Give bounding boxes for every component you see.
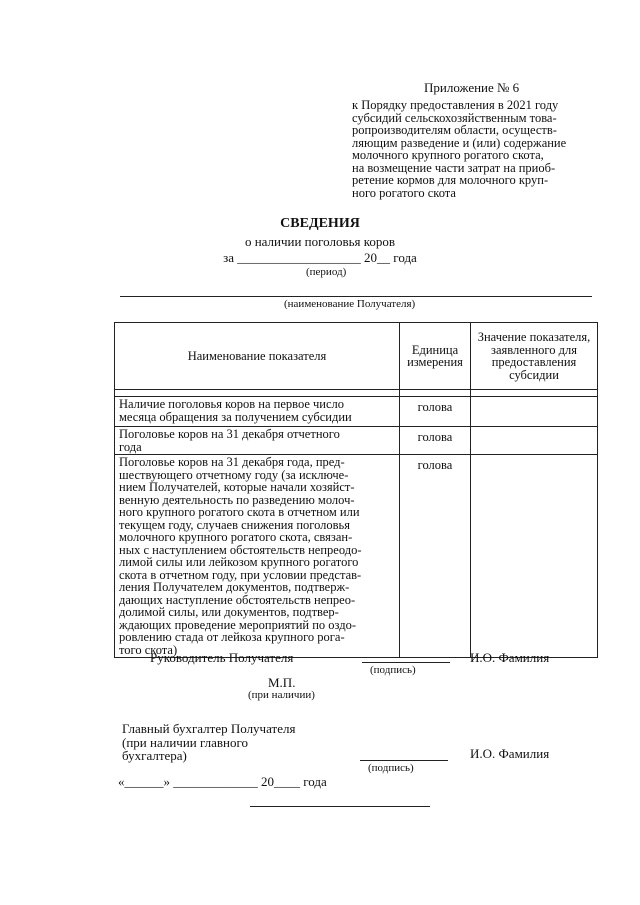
row-name: Поголовье коров на 31 декабря отчетного года [115, 427, 400, 455]
table-row [115, 455, 598, 658]
appendix-body: к Порядку предоставления в 2021 году субсидий сельскохозяйственным това- ропроизводителям области, осуществ- ляющим разведение и (или) содержание молочного крупного рогатого скота, на возмещение части затрат на приоб- ретение кормов для молочного круп- ного рогатого скота [352, 98, 567, 200]
row-name: Поголовье коров на 31 декабря года, пред- шествующего отчетному году (за исключе- нием Получателей, которые начали хозяйст- венную деятельность по разведению молоч- ного крупного рогатого скота в отчетном или текущем году, случаев снижения поголовья молочного крупного рогатого скота, связан- ных с наступлением обстоятельств непреодо- лимой силы или лейкозом крупного рогатого скота в отчетном году, при условии представ- ления Получателем документов, подтверж- дающих наступление обстоятельств непрео- долимой силы, или документов, подтвер- ждающих проведение мероприятий по оздо- ровлению стада от лейкоза крупного рога- того скота) [115, 455, 400, 658]
document-subtitle: о наличии поголовья коров [244, 234, 396, 249]
row-unit: голова [400, 397, 471, 427]
accountant-signature-line[interactable] [360, 760, 448, 761]
accountant-name-placeholder: И.О. Фамилия [470, 746, 550, 761]
column-header-name: Наименование показателя [115, 323, 400, 390]
head-label: Руководитель Получателя [150, 650, 294, 665]
table-row [115, 427, 598, 455]
column-header-value: Значение показателя, заявленного для предоставления субсидии [471, 323, 598, 390]
table-header-spacer [115, 390, 598, 397]
recipient-name-line[interactable] [120, 296, 592, 297]
row-value-cell[interactable] [471, 397, 598, 427]
period-caption: (период) [306, 266, 347, 278]
table-row [115, 397, 598, 427]
recipient-caption: (наименование Получателя) [284, 298, 416, 310]
row-name: Наличие поголовья коров на первое число месяца обращения за получением субсидии [115, 397, 400, 427]
row-value-cell[interactable] [471, 427, 598, 455]
document-title: СВЕДЕНИЯ [280, 216, 360, 231]
row-unit: голова [400, 455, 471, 658]
livestock-table [114, 322, 598, 658]
date-line[interactable]: «______» _____________ 20____ года [118, 774, 327, 789]
bottom-rule [250, 806, 430, 807]
head-signature-caption: (подпись) [370, 664, 416, 676]
table-header-row [115, 323, 598, 390]
head-signature-line[interactable] [362, 662, 450, 663]
accountant-label: Главный бухгалтер Получателя (при наличии главного бухгалтера) [122, 721, 296, 764]
row-unit: голова [400, 427, 471, 455]
stamp-label: М.П. [268, 675, 296, 690]
column-header-unit: Единица измерения [400, 323, 471, 390]
accountant-signature-caption: (подпись) [368, 762, 414, 774]
head-name-placeholder: И.О. Фамилия [470, 650, 550, 665]
stamp-caption: (при наличии) [248, 689, 315, 701]
period-line: за ___________________ 20__ года [223, 250, 417, 265]
appendix-title: Приложение № 6 [424, 80, 520, 95]
row-value-cell[interactable] [471, 455, 598, 658]
